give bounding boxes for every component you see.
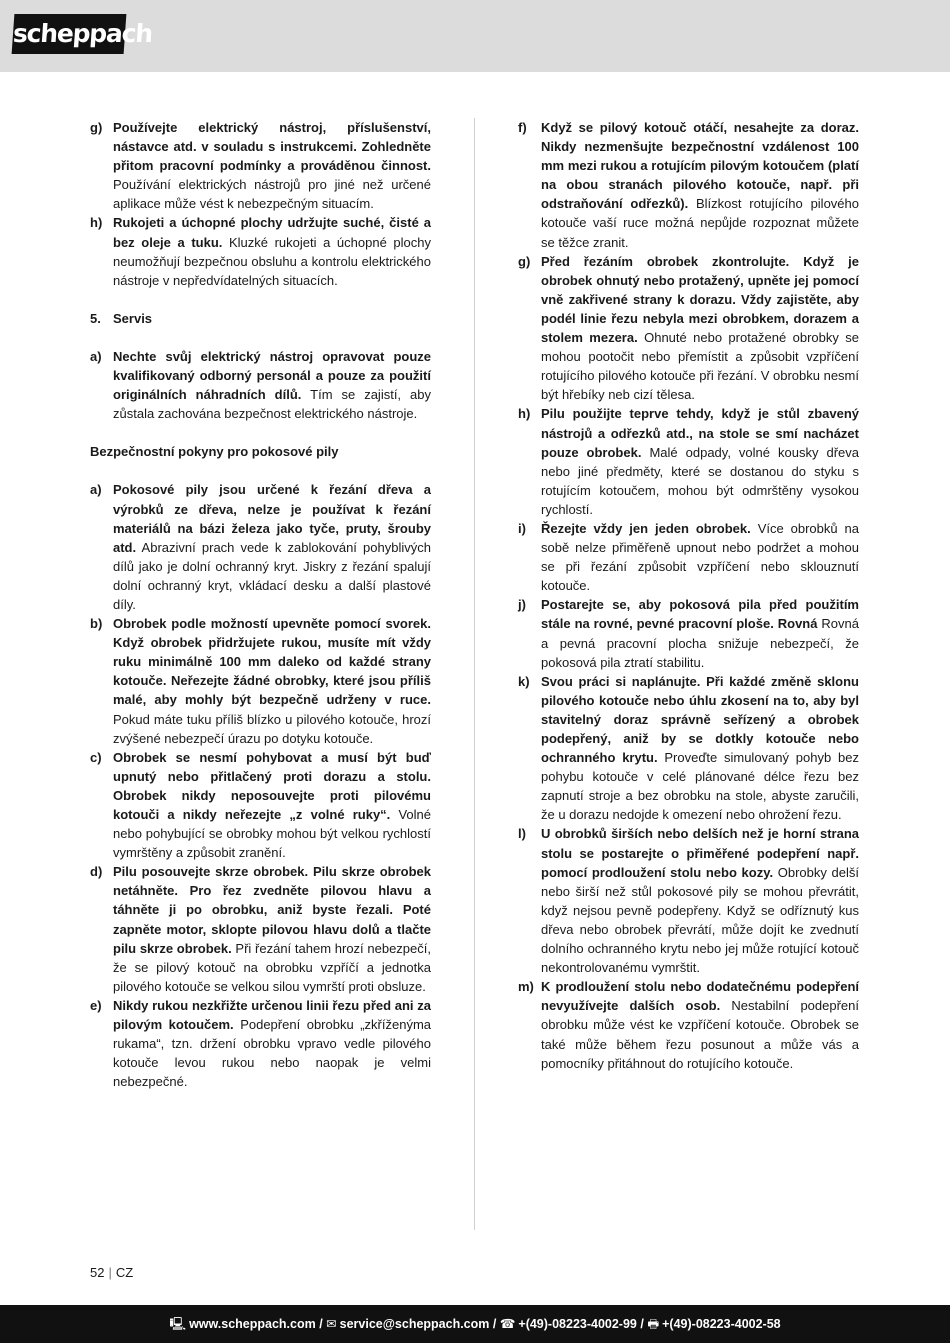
list-item-text — [113, 309, 431, 328]
list-item-label: e) — [90, 997, 102, 1013]
list-item — [518, 672, 859, 825]
list-item-label: h) — [90, 215, 103, 231]
footer-sep-3: / — [636, 1317, 648, 1331]
list-item-bold-text: Obrobek se nesmí pohybovat a musí být buď upnutý nebo přitlačený proti dorazu a stolu. Obrobek nikdy neposouvejte proti pilovému kotouči a nikdy neřezejte „z volné ruky“. — [113, 749, 431, 822]
list-item-regular-text: Při řezání tahem hrozí nebezpečí, že se pilový kotouč na obrobku vzpříčí a jednotka pilového kotouče se velkou silou vymrští proti obsluze. — [113, 940, 431, 994]
list-item-text — [541, 824, 859, 977]
footer-phone: +(49)-08223-4002-99 — [518, 1317, 637, 1331]
list-item-regular-text: Obrobky delší nebo širší než stůl pokosové pily se mohou převrátit, když nejsou pevně podepřeny. Když se odříznutý kus dřeva nebo obrobek převrátí, může dojít ke zvednutí dolního ochranného krytu nebo jej může rotující kotouč nekontrolovanému vymrštit. — [541, 864, 859, 976]
section-heading — [90, 309, 431, 328]
list-item-text — [541, 118, 859, 252]
list-item-label: l) — [518, 826, 526, 842]
list-item — [90, 614, 431, 748]
list-item-bold-text: Obrobek podle možností upevněte pomocí svorek. Když obrobek přidržujete rukou, musíte mít vždy ruku minimálně 100 mm daleko od každé strany kotouče. Neřezejte žádné obrobky, které jsou příliš malé, aby mohly být bezpečně udrženy v ruce. — [113, 616, 431, 708]
list-item-text — [541, 252, 859, 405]
list-item-label: a) — [90, 482, 102, 498]
list-item — [518, 118, 859, 252]
list-item-text — [541, 672, 859, 825]
list-item-text — [113, 480, 431, 614]
list-item-text — [113, 862, 431, 996]
list-item-regular-text: Ohnuté nebo protažené obrobky se mohou pootočit nebo přemístit a způsobit vzpříčení rotujícího pilového kotouče při řezání. V obrobku nesmí být hřebíky neb cizí tělesa. — [541, 330, 859, 403]
list-item — [518, 404, 859, 519]
list-item-text — [541, 595, 859, 671]
list-item — [518, 595, 859, 671]
list-item-label: h) — [518, 406, 531, 422]
list-item — [518, 519, 859, 595]
footer-website[interactable]: www.scheppach.com — [189, 1317, 316, 1331]
list-item — [90, 480, 431, 614]
list-item-label: g) — [518, 253, 531, 269]
list-item — [90, 996, 431, 1091]
list-item-bold-text: Svou práci si naplánujte. Při každé změně sklonu pilového kotouče nebo úhlu zkosení na to, aby byl stavitelný doraz správně seřízený a obrobek podepřený, aniž by se dotkly kotouče nebo ochranného krytu. — [541, 673, 859, 766]
list-item-bold-text: Postarejte se, aby pokosová pila před použitím stále na rovné, pevné pracovní ploše. Rovná — [541, 597, 859, 632]
list-item-label: j) — [518, 597, 526, 613]
list-item — [518, 824, 859, 977]
section-heading-text: Servis — [113, 310, 153, 326]
page-number — [90, 1265, 133, 1280]
list-item-label: a) — [90, 348, 102, 364]
list-item-regular-text: Blízkost rotujícího pilového kotouče vaší ruce možná nepůjde rozpoznat můžete se těžce zranit. — [541, 196, 859, 250]
list-item — [90, 862, 431, 996]
list-item-bold-text: Pokosové pily jsou určené k řezání dřeva a výrobků ze dřeva, nelze je používat k řezání materiálů na bázi železa jako tyče, pruty, šrouby atd. — [113, 482, 431, 555]
page-header — [0, 0, 950, 72]
list-item-regular-text: Kluzké rukojeti a úchopné plochy neumožňují bezpečnou obsluhu a kontrolu elektrického nástroje v nepředvídatelných situacích. — [113, 234, 431, 288]
list-item — [90, 347, 431, 423]
list-item-label: 5. — [90, 310, 101, 326]
list-item-regular-text: Podepření obrobku „zkříženýma rukama“, tzn. držení obrobku vpravo vedle pilového kotouče levou rukou nebo naopak je velmi nebezpečné. — [113, 1017, 431, 1090]
fax-icon: 🖶 — [647, 1317, 660, 1331]
footer-fax: +(49)-08223-4002-58 — [662, 1317, 781, 1331]
list-item-bold-text: Používejte elektrický nástroj, příslušenství, nástavce atd. v souladu s instrukcemi. Zohledněte přitom pracovní podmínky a prováděnou činnost. — [113, 120, 431, 174]
list-item-text — [113, 996, 431, 1091]
list-item-regular-text: Proveďte simulovaný pohyb bez pohybu kotouče v celé plánované délce řezu bez zapnutí stroje a bez obrobku na stole, abyste zaručili, že u dorazu nedojde k omezení nebo ohrožení řezu. — [541, 750, 859, 823]
list-item-text — [113, 213, 431, 289]
list-item-bold-text: Nechte svůj elektrický nástroj opravovat pouze kvalifikovaný odborný personál a pouze za použití originálních náhradních dílů. — [113, 348, 431, 403]
list-item-label: i) — [518, 520, 526, 536]
list-item-text — [113, 614, 431, 748]
list-item-label: d) — [90, 864, 103, 880]
computer-icon: 🖳 — [169, 1317, 187, 1331]
list-item-bold-text: Před řezáním obrobek zkontrolujte. Když je obrobek ohnutý nebo protažený, upněte jej pomocí vně zakřivené strany k dorazu. Vždy zajistěte, aby podél linie řezu nebyla mezi obrobkem, dorazem a stolem mezera. — [541, 253, 859, 346]
footer-email[interactable]: service@scheppach.com — [339, 1317, 490, 1331]
list-item-regular-text: Tím se zajistí, aby zůstala zachována bezpečnost elektrického nástroje. — [113, 387, 431, 422]
list-item-bold-text: Pilu posouvejte skrze obrobek. Pilu skrze obrobek netáhněte. Pro řez zvedněte pilovou hlavu a táhněte ji po obrobku, aniž byste řezali. Poté zapněte motor, sklopte pilovou hlavu dolů a tlačte pilu skrze obrobek. — [113, 864, 431, 956]
list-item-text — [541, 519, 859, 595]
page-footer — [0, 1305, 950, 1343]
list-item — [90, 213, 431, 289]
list-item-bold-text: U obrobků širších nebo delších než je horní strana stolu se postarejte o přiměřené podepření např. pomocí prodloužení stolu nebo kozy. — [541, 826, 859, 880]
list-item-regular-text: Více obrobků na sobě nelze přiměřeně upnout nebo podržet a mohou se při řezání způsobit vzpříčení nebo sklouznutí kotouče. — [541, 520, 859, 594]
list-item-regular-text: Rovná a pevná pracovní plocha snižuje nebezpečí, že pokosová pila ztratí stabilitu. — [541, 616, 859, 670]
list-item-regular-text: Pokud máte tuku příliš blízko u pilového kotouče, hrozí zvýšené nebezpečí úrazu po dotyku kotouče. — [113, 711, 431, 746]
list-item-label: b) — [90, 616, 103, 632]
list-item-bold-text: Když se pilový kotouč otáčí, nesahejte za doraz. Nikdy nezmenšujte bezpečnostní vzdálenost 100 mm mezi rukou a rotujícím pilovým kotoučem (platí na obou stranách pilového kotouče, např. při odstraňování odřezků). — [541, 120, 859, 212]
list-item-regular-text: Volné nebo pohybující se obrobky mohou být velkou rychlostí vymrštěny a způsobit zranění. — [113, 807, 431, 861]
page-number-separator: | — [108, 1265, 112, 1280]
list-item-text — [541, 404, 859, 519]
page-language: CZ — [115, 1265, 134, 1280]
list-item — [518, 252, 859, 405]
list-item-regular-text: Abrazivní prach vede k zablokování pohyblivých dílů jako je dolní ochranný kryt. Jiskry z řezání spalují dolní ochranný kryt, vkládací desku a další plastové díly. — [113, 539, 431, 612]
list-item-bold-text: Nikdy rukou nezkřižte určenou linii řezu před ani za pilovým kotoučem. — [113, 997, 431, 1033]
mail-icon: ✉ — [326, 1317, 337, 1331]
list-item-label: m) — [518, 979, 534, 995]
right-column — [518, 118, 859, 1073]
list-item — [90, 118, 431, 213]
list-item-label: g) — [90, 120, 103, 135]
footer-sep-2: / — [489, 1317, 500, 1331]
list-item-bold-text: K prodloužení stolu nebo dodatečnému podepření nevyužívejte dalších osob. — [541, 979, 859, 1014]
list-item-regular-text: Používání elektrických nástrojů pro jiné než určené aplikace může vést k nebezpečným situacím. — [113, 177, 431, 212]
phone-icon: ☎ — [499, 1317, 516, 1331]
list-item-bold-text: Řezejte vždy jen jeden obrobek. — [541, 520, 751, 536]
list-item-label: c) — [90, 749, 102, 765]
list-item-label: k) — [518, 673, 530, 689]
list-item — [90, 748, 431, 863]
list-item-regular-text: Malé odpady, volné kousky dřeva nebo jiné předměty, které se dostanou do styku s rotujícím kotoučem, mohou být odmrštěny vysokou rychlostí. — [541, 444, 859, 517]
left-column — [90, 118, 431, 1091]
footer-sep-1: / — [315, 1317, 327, 1331]
scheppach-logo: scheppach — [12, 14, 127, 54]
list-item-text — [113, 347, 431, 423]
list-item-label: f) — [518, 120, 527, 135]
list-item-text — [541, 977, 859, 1072]
list-item-text — [113, 748, 431, 863]
list-item-bold-text: Pilu použijte teprve tehdy, když je stůl zbavený nástrojů a odřezků atd., na stole se smí nacházet pouze obrobek. — [541, 406, 859, 460]
page-number-value: 52 — [90, 1265, 105, 1280]
section-title: Bezpečnostní pokyny pro pokosové pily — [90, 444, 339, 460]
list-item — [518, 977, 859, 1072]
list-item-regular-text: Nestabilní podepření obrobku může vést ke vzpříčení kotouče. Obrobek se také může během řezu posunout a může vás a pomocníky přitáhnout do rotujícího kotouče. — [541, 998, 859, 1071]
list-item-bold-text: Rukojeti a úchopné plochy udržujte suché, čisté a bez oleje a tuku. — [113, 215, 431, 250]
column-divider — [474, 118, 475, 1230]
list-item-text — [113, 118, 431, 213]
